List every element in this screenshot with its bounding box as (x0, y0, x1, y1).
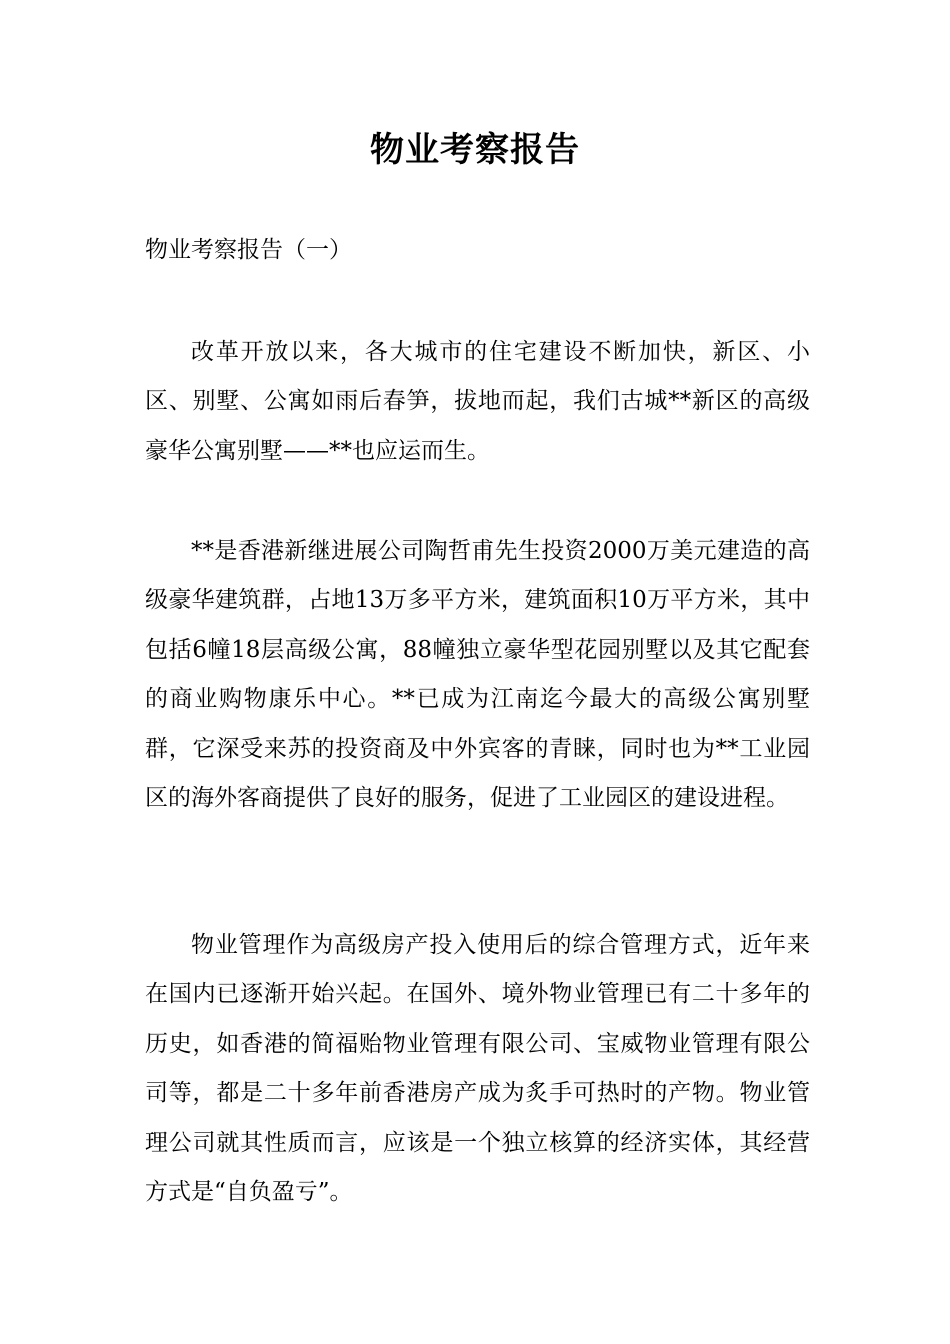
page-title: 物业考察报告 (370, 130, 580, 170)
paragraph-2: **是香港新继进展公司陶哲甫先生投资2000万美元建造的高级豪华建筑群，占地13万多平方米，建筑面积10万平方米，其中包括6幢18层高级公寓，88幢独立豪华型花园别墅以及其它配套的商业购物康乐中心。**已成为江南迄今最大的高级公寓别墅群，它深受来苏的投资商及中外宾客的青睐，同时也为**工业园区的海外客商提供了良好的服务，促进了工业园区的建设进程。 (145, 538, 810, 812)
paragraph-1: 改革开放以来，各大城市的住宅建设不断加快，新区、小区、别墅、公寓如雨后春笋，拔地而起，我们古城**新区的高级豪华公寓别墅——**也应运而生。 (145, 339, 810, 464)
section-subtitle: 物业考察报告（一） (145, 237, 352, 263)
paragraph-3: 物业管理作为高级房产投入使用后的综合管理方式，近年来在国内已逐渐开始兴起。在国外、境外物业管理已有二十多年的历史，如香港的简福贻物业管理有限公司、宝威物业管理有限公司等，都是二十多年前香港房产成为炙手可热时的产物。物业管理公司就其性质而言，应该是一个独立核算的经济实体，其经营方式是“自负盈亏”。 (145, 932, 810, 1206)
